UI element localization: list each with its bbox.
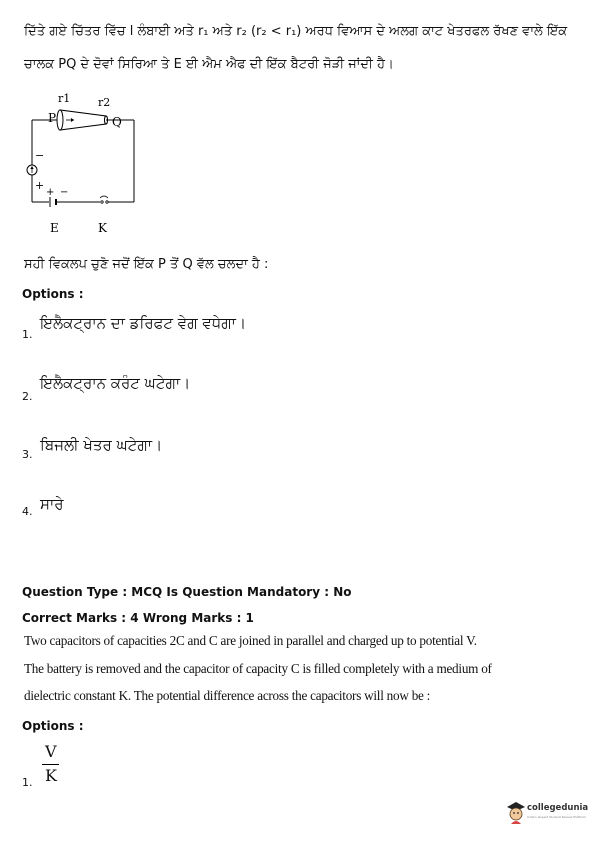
options-label-1: Options : — [22, 287, 84, 301]
option-number: 3. — [22, 448, 33, 461]
question2-stem-line3: dielectric constant K. The potential difference across the capacitors will now be : — [24, 688, 431, 703]
label-battery-minus: − — [60, 187, 69, 198]
question-type-line: Question Type : MCQ Is Question Mandatory : No — [22, 585, 352, 599]
label-ammeter-minus: − — [35, 149, 45, 162]
question1-stem-line1: ਦਿੱਤੇ ਗਏ ਚਿੱਤਰ ਵਿੱਚ l ਲੰਬਾਈ ਅਤੇ r₁ ਅਤੇ r₂ (r₂ < r₁) ਅਰਧ ਵਿਆਸ ਦੇ ਅਲਗ ਕਾਟ ਖੇਤਰਫਲ ਰੱਖਣ ਵਾਲੇ ਇੱਕ — [24, 24, 568, 39]
fraction-bar — [42, 764, 59, 765]
options-label-2: Options : — [22, 719, 84, 733]
label-k: K — [98, 221, 107, 235]
fraction-denominator: K — [45, 766, 57, 785]
brand-name: collegedunia — [527, 803, 589, 813]
label-r1: r1 — [58, 92, 71, 105]
key-terminal-left — [101, 201, 103, 203]
option-number: 1. — [22, 328, 33, 341]
label-e: E — [50, 221, 59, 235]
collegedunia-logo — [505, 798, 593, 828]
label-battery-plus: + — [46, 187, 55, 198]
option-text: ਇਲੈਕਟ੍ਰਾਨ ਦਾ ਡਰਿਫਟ ਵੇਗ ਵਧੇਗਾ। — [40, 314, 247, 332]
label-ammeter-plus: + — [35, 179, 45, 192]
mascot-icon — [505, 800, 527, 824]
option-text: ਬਿਜਲੀ ਖੇਤਰ ਘਟੇਗਾ। — [40, 436, 163, 454]
key-plug — [100, 196, 108, 198]
key-terminal-right — [106, 201, 108, 203]
label-r2: r2 — [98, 96, 111, 109]
brand-tagline: India's largest Student Review Platform — [527, 815, 587, 819]
option-number: 2. — [22, 390, 33, 403]
label-p: P — [48, 111, 57, 125]
option-number: 4. — [22, 505, 33, 518]
question2-stem-line1: Two capacitors of capacities 2C and C are joined in parallel and charged up to potential V. — [24, 633, 477, 648]
option-text: ਇਲੈਕਟ੍ਰਾਨ ਕਰੰਟ ਘਟੇਗਾ। — [40, 374, 191, 392]
question1-prompt: ਸਹੀ ਵਿਕਲਪ ਚੁਣੋ ਜਦੋਂ ਇੱਕ P ਤੋਂ Q ਵੱਲ ਚਲਦਾ ਹੈ : — [24, 257, 269, 272]
question2-stem-line2: The battery is removed and the capacitor of capacity C is filled completely with a medium of — [24, 661, 492, 676]
circuit-diagram — [22, 92, 142, 237]
label-q: Q — [112, 115, 122, 129]
q2-option-1[interactable] — [22, 742, 82, 792]
question1-stem-line2: ਚਾਲਕ PQ ਦੇ ਦੋਵਾਂ ਸਿਰਿਆ ਤੇ E ਈ ਐਮ ਐਫ ਦੀ ਇੱਕ ਬੈਟਰੀ ਜੋੜੀ ਜਾਂਦੀ ਹੈ। — [24, 57, 394, 72]
option-number: 1. — [22, 776, 33, 789]
fraction-numerator: V — [45, 742, 57, 761]
conductor-end-p — [57, 110, 63, 130]
option-text: ਸਾਰੇ — [40, 495, 64, 513]
marks-line: Correct Marks : 4 Wrong Marks : 1 — [22, 611, 254, 625]
